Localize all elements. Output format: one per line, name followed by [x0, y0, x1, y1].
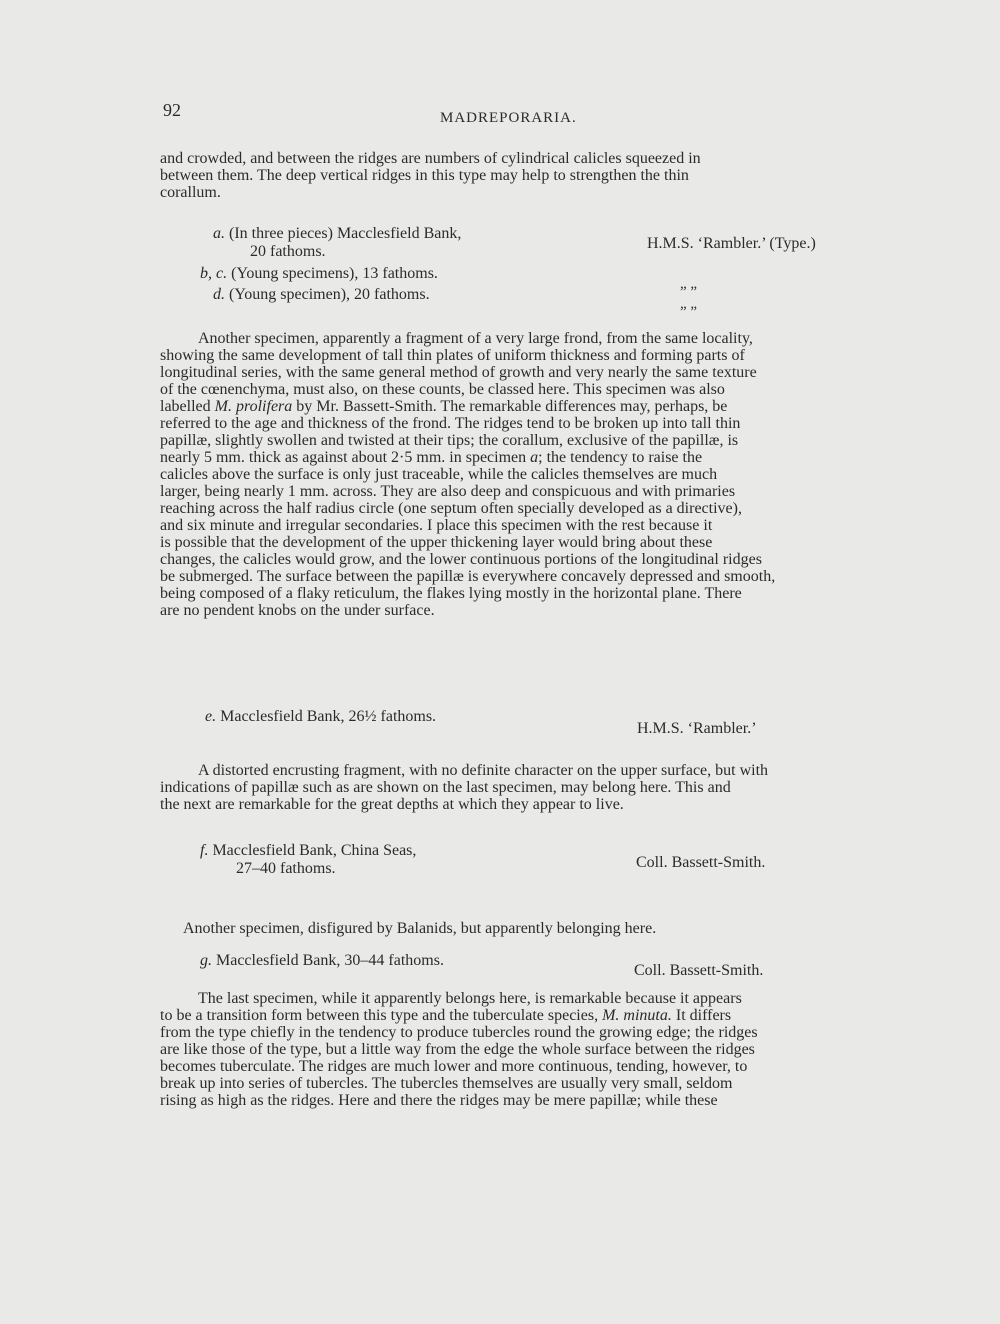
specimen-label: g. — [200, 952, 212, 969]
text-run: to be a transition form between this type and the tuberculate species, — [160, 1007, 603, 1024]
specimen-g-source: Coll. Bassett-Smith. — [634, 962, 764, 979]
text-run: ; the tendency to raise the — [538, 449, 703, 466]
paragraph-last-specimen — [160, 990, 850, 1109]
paragraph-continued — [160, 150, 850, 201]
specimen-f-entry — [200, 842, 416, 860]
specimen-text: (Young specimen), 20 fathoms. — [229, 286, 430, 303]
paragraph-distorted-fragment — [160, 762, 850, 813]
text-run: nearly 5 mm. thick as against about 2·5 mm. in specimen — [160, 449, 531, 466]
specimen-e — [160, 708, 850, 738]
ditto-marks: ” ” — [680, 304, 698, 320]
text-line: changes, the calicles would grow, and the lower continuous portions of the longitudinal ridges — [160, 551, 762, 568]
text-line: Another specimen, apparently a fragment of a very large frond, from the same locality, — [198, 330, 753, 347]
text-line: papillæ, slightly swollen and twisted at their tips; the corallum, exclusive of the papillæ, is — [160, 432, 739, 449]
text-line: the next are remarkable for the great depths at which they appear to live. — [160, 796, 624, 813]
text-line: longitudinal series, with the same general method of growth and very nearly the same texture — [160, 364, 757, 381]
text-line: be submerged. The surface between the papillæ is everywhere concavely depressed and smooth, — [160, 568, 776, 585]
specimen-f-source: Coll. Bassett-Smith. — [636, 854, 766, 871]
specimen-label: a. — [213, 225, 225, 242]
specimen-a-source: H.M.S. ‘Rambler.’ (Type.) — [647, 235, 816, 252]
specimen-label: f. — [200, 842, 209, 859]
text-line: rising as high as the ridges. Here and there the ridges may be mere papillæ; while these — [160, 1092, 718, 1109]
species-name: M. prolifera — [214, 398, 293, 415]
text-line: break up into series of tubercles. The tubercles themselves are usually very small, seldom — [160, 1075, 733, 1092]
specimen-text: Macclesfield Bank, 26½ fathoms. — [220, 708, 437, 725]
specimen-text: Macclesfield Bank, 30–44 fathoms. — [216, 952, 444, 969]
paragraph-balanids — [160, 920, 850, 937]
specimen-a — [213, 225, 461, 243]
specimen-label: d. — [213, 286, 225, 303]
text-run: It differs — [671, 1007, 732, 1024]
specimen-ref: a — [530, 449, 539, 466]
text-line: referred to the age and thickness of the frond. The ridges tend to be broken up into tall thin — [160, 415, 741, 432]
specimen-label: b, c. — [200, 265, 228, 282]
text-line: between them. The deep vertical ridges in this type may help to strengthen the thin — [160, 167, 689, 184]
specimen-g — [160, 952, 850, 982]
text-line — [160, 449, 850, 466]
text-line: reaching across the half radius circle (one septum often specially developed as a directive), — [160, 500, 742, 517]
specimen-bc — [200, 265, 438, 283]
text-run: labelled — [160, 398, 215, 415]
text-line: from the type chiefly in the tendency to produce tubercles round the growing edge; the ridges — [160, 1024, 758, 1041]
specimen-text: (Young specimens), 13 fathoms. — [231, 265, 438, 282]
specimen-g-entry — [200, 952, 444, 970]
text-line: being composed of a flaky reticulum, the flakes lying mostly in the horizontal plane. There — [160, 585, 742, 602]
specimen-e-source: H.M.S. ‘Rambler.’ — [637, 720, 757, 737]
running-head: MADREPORARIA. — [440, 110, 577, 126]
text-line: indications of papillæ such as are shown on the last specimen, may belong here. This and — [160, 779, 731, 796]
text-line: are no pendent knobs on the under surface. — [160, 602, 435, 619]
text-line: larger, being nearly 1 mm. across. They are also deep and conspicuous and with primaries — [160, 483, 736, 500]
specimen-d — [213, 286, 430, 304]
text-line: corallum. — [160, 184, 221, 201]
text-line — [160, 1007, 850, 1024]
ditto-marks: ” ” — [680, 284, 698, 300]
page-number: 92 — [163, 100, 181, 120]
specimen-f — [160, 842, 850, 882]
text-line: A distorted encrusting fragment, with no definite character on the upper surface, but with — [198, 762, 769, 779]
text-line: calicles above the surface is only just traceable, while the calicles themselves are much — [160, 466, 718, 483]
text-line: Another specimen, disfigured by Balanids, but apparently belonging here. — [183, 920, 657, 937]
specimen-label: e. — [205, 708, 217, 725]
text-line: is possible that the development of the upper thickening layer would bring about these — [160, 534, 713, 551]
specimen-text: Macclesfield Bank, China Seas, — [212, 842, 417, 859]
text-line: of the cœnenchyma, must also, on these counts, be classed here. This specimen was also — [160, 381, 725, 398]
specimen-text: (In three pieces) Macclesfield Bank, — [229, 225, 462, 242]
text-run: by Mr. Bassett-Smith. The remarkable differences may, perhaps, be — [292, 398, 728, 415]
text-line: and crowded, and between the ridges are numbers of cylindrical calicles squeezed in — [160, 150, 701, 167]
specimen-f-depth: 27–40 fathoms. — [236, 860, 336, 877]
paragraph-another-specimen — [160, 330, 850, 619]
specimen-a-depth: 20 fathoms. — [250, 243, 326, 260]
specimen-list-a-d — [160, 225, 850, 320]
text-line — [160, 398, 850, 415]
species-name: M. minuta. — [602, 1007, 672, 1024]
text-line: showing the same development of tall thin plates of uniform thickness and forming parts of — [160, 347, 745, 364]
text-line: are like those of the type, but a little way from the edge the whole surface between the ridges — [160, 1041, 755, 1058]
text-line: The last specimen, while it apparently belongs here, is remarkable because it appears — [198, 990, 742, 1007]
text-line: and six minute and irregular secondaries. I place this specimen with the rest because it — [160, 517, 713, 534]
specimen-e-entry — [205, 708, 436, 726]
text-line: becomes tuberculate. The ridges are much lower and more continuous, tending, however, to — [160, 1058, 748, 1075]
